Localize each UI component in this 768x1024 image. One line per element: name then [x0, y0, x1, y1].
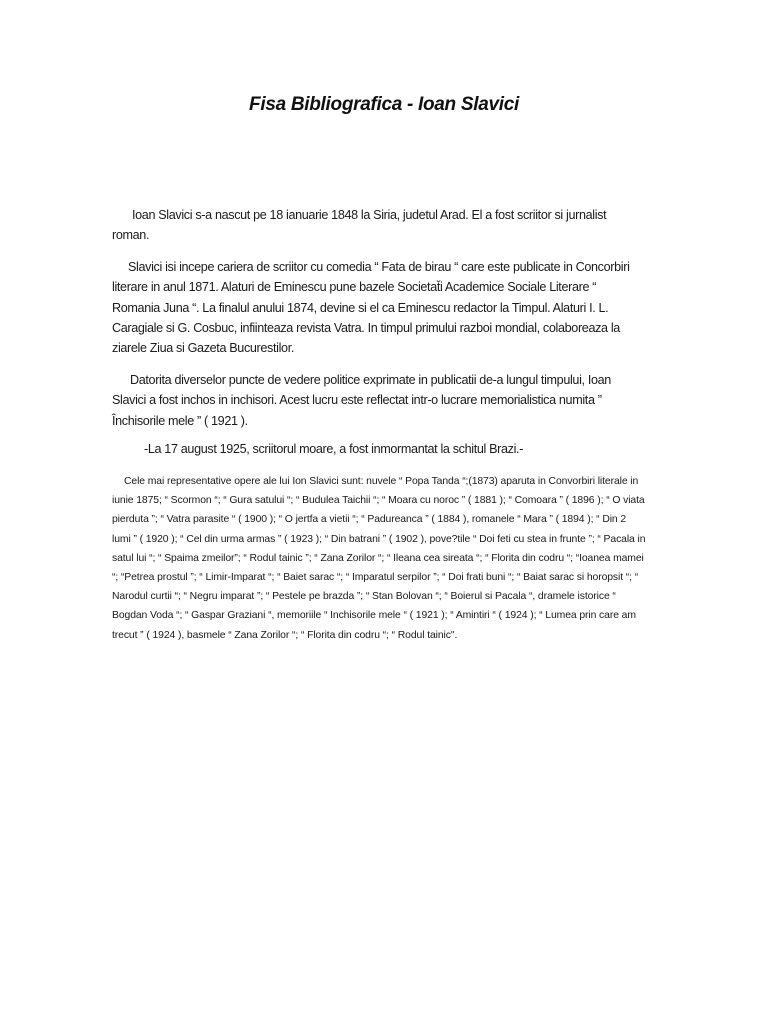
- paragraph-prison: Datorita diverselor puncte de vedere politice exprimate in publicatii de-a lungul timpului, Ioan Slavici a fost inchos in inchisori. Acest lucru este reflectat intr-o lucrare memorialistica numita ” Închisorile mele ” ( 1921 ).: [112, 373, 611, 428]
- paragraph-works: Cele mai representative opere ale lui Ion Slavici sunt: nuvele “ Popa Tanda “;(1873) aparuta in Convorbiri literale in iunie 1875; “ Scormon “; “ Gura satului “; “ Budulea Taichii “; “ Moara cu noroc ” ( 1881 ); “ Comoara ” ( 1896 ); “ O viata pierduta ”; “ Vatra parasite “ ( 1900 ); “ O jertfa a vietii “; “ Padureanca ” ( 1884 ), romanele “ Mara ” ( 1894 ); “ Din 2 lumi ” ( 1920 ); “ Cel din urma armas ” ( 1923 ); “ Din batrani ” ( 1902 ), pove?tile “ Doi feti cu stea in frunte ”; “ Pacala in satul lui “; “ Spaima zmeilor”; “ Rodul tainic ”; “ Zana Zorilor “; “ Ileana cea sireata “; “ Florita din codru “; “Ioanea mamei “; “Petrea prostul ”; “ Limir-Imparat “; “ Baiet sarac “; “ Imparatul serpilor ”; “ Doi frati buni “; “ Baiat sarac si horopsit “; “ Narodul curtii “; “ Negru imparat ”; “ Pestele pe brazda ”; “ Stan Bolovan “; “ Boierul si Pacala “, dramele istorice “ Bogdan Voda “; “ Gaspar Graziani “, memoriile “ Inchisorile mele “ ( 1921 ); “ Amintiri “ ( 1924 ); “ Lumea prin care am trecut ” ( 1924 ), basmele “ Zana Zorilor “; “ Florita din codru “; “ Rodul tainic".: [112, 476, 646, 641]
- paragraph-birth: Ioan Slavici s-a nascut pe 18 ianuarie 1848 la Siria, judetul Arad. El a fost scriitor si jurnalist roman.: [112, 208, 607, 243]
- document-title: Fisa Bibliografica - Ioan Slavici: [249, 94, 519, 115]
- paragraph-death: -La 17 august 1925, scriitorul moare, a fost inmormantat la schitul Brazi.-: [144, 442, 524, 456]
- paragraph-career: Slavici isi incepe cariera de scriitor cu comedia “ Fata de birau “ care este publicate in Concorbiri literare in anul 1871. Alaturi de Eminescu pune bazele Societat̆i Academice Sociale Literare “ Romania Juna “. La finalul anului 1874, devine si el ca Eminescu redactor la Timpul. Alaturi I. L. Caragiale si G. Cosbuc, infiinteaza revista Vatra. In timpul primului razboi mondial, colaboreaza la ziarele Ziua si Gazeta Bucurestilor.: [112, 260, 630, 356]
